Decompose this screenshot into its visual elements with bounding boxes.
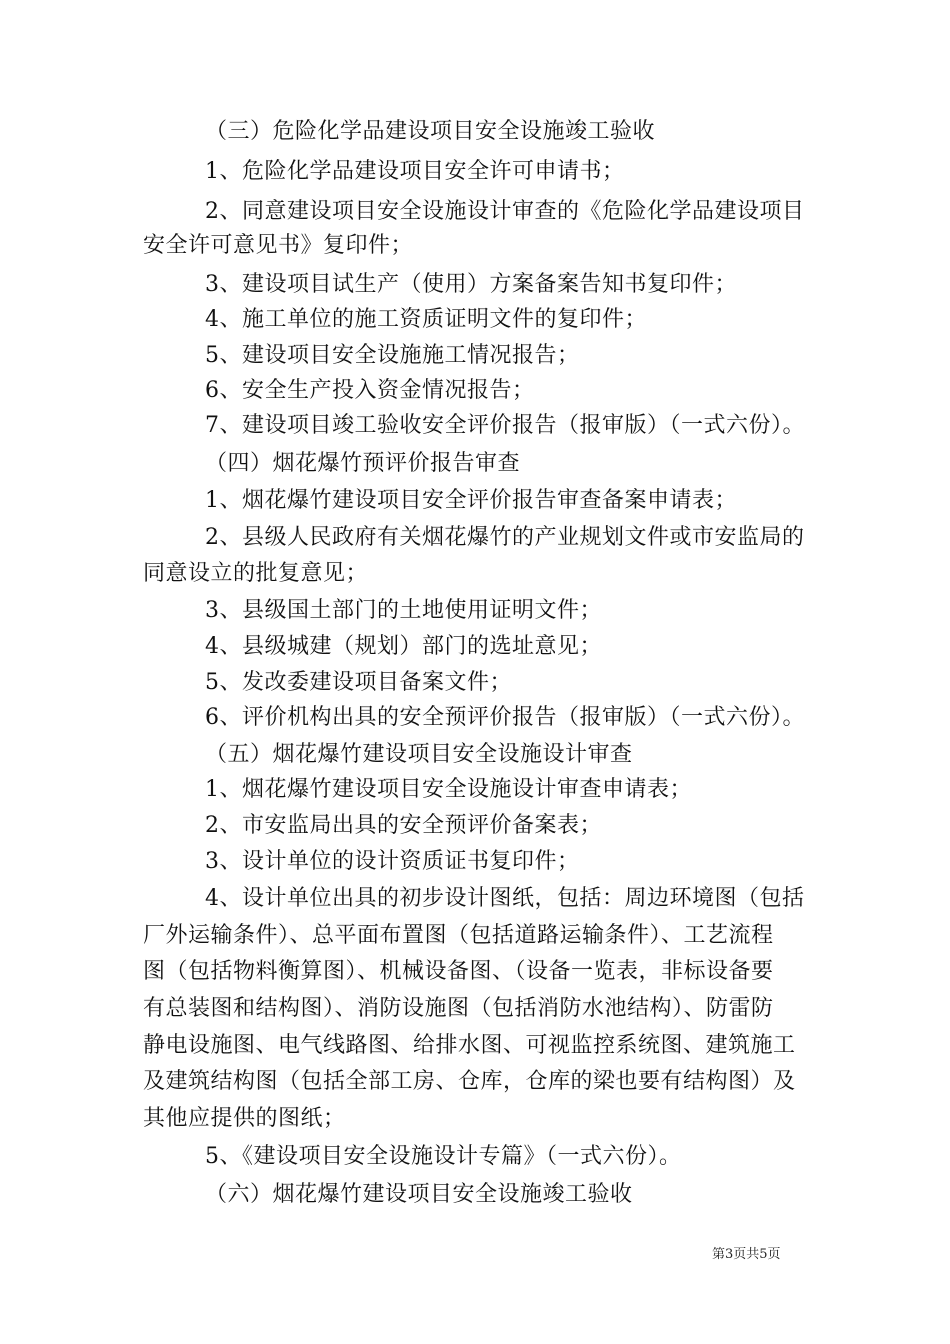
list-item: 1、烟花爆竹建设项目安全设施设计审查申请表； <box>205 777 692 802</box>
list-item: 7、建设项目竣工验收安全评价报告（报审版）（一式六份）。 <box>205 413 805 438</box>
list-item: 2、县级人民政府有关烟花爆竹的产业规划文件或市安监局的 <box>205 525 805 550</box>
list-item-continuation: 其他应提供的图纸； <box>143 1106 346 1131</box>
list-item: 5、《建设项目安全设施设计专篇》（一式六份）。 <box>205 1144 682 1169</box>
list-item: 6、评价机构出具的安全预评价报告（报审版）（一式六份）。 <box>205 705 805 730</box>
list-item: 2、同意建设项目安全设施设计审查的《危险化学品建设项目 <box>205 199 805 224</box>
list-item: 6、安全生产投入资金情况报告； <box>205 378 535 403</box>
list-item: 5、建设项目安全设施施工情况报告； <box>205 343 580 368</box>
list-item-continuation: 厂外运输条件）、总平面布置图（包括道路运输条件）、工艺流程 <box>143 923 774 948</box>
list-item: 1、烟花爆竹建设项目安全评价报告审查备案申请表； <box>205 488 737 513</box>
list-item-continuation: 有总装图和结构图）、消防设施图（包括消防水池结构）、防雷防 <box>143 996 774 1021</box>
list-item: 3、建设项目试生产（使用）方案备案告知书复印件； <box>205 272 737 297</box>
list-item-continuation: 静电设施图、电气线路图、给排水图、可视监控系统图、建筑施工 <box>143 1033 796 1058</box>
page-number: 第3页共5页 <box>712 1247 781 1262</box>
list-item: 4、设计单位出具的初步设计图纸，包括：周边环境图（包括 <box>205 886 805 911</box>
list-item: 4、施工单位的施工资质证明文件的复印件； <box>205 307 647 332</box>
section-heading-6: （六）烟花爆竹建设项目安全设施竣工验收 <box>205 1182 633 1207</box>
list-item: 2、市安监局出具的安全预评价备案表； <box>205 813 602 838</box>
list-item: 1、危险化学品建设项目安全许可申请书； <box>205 159 625 184</box>
list-item: 4、县级城建（规划）部门的选址意见； <box>205 634 602 659</box>
list-item-continuation: 安全许可意见书》复印件； <box>143 233 414 258</box>
list-item: 3、县级国土部门的土地使用证明文件； <box>205 598 602 623</box>
list-item: 3、设计单位的设计资质证书复印件； <box>205 849 580 874</box>
section-heading-3: （三）危险化学品建设项目安全设施竣工验收 <box>205 119 656 144</box>
list-item-continuation: 及建筑结构图（包括全部工房、仓库，仓库的梁也要有结构图）及 <box>143 1069 796 1094</box>
list-item: 5、发改委建设项目备案文件； <box>205 670 512 695</box>
list-item-continuation: 同意设立的批复意见； <box>143 561 369 586</box>
section-heading-5: （五）烟花爆竹建设项目安全设施设计审查 <box>205 742 633 767</box>
section-heading-4: （四）烟花爆竹预评价报告审查 <box>205 451 521 476</box>
list-item-continuation: 图（包括物料衡算图）、机械设备图、（设备一览表，非标设备要 <box>143 959 774 984</box>
